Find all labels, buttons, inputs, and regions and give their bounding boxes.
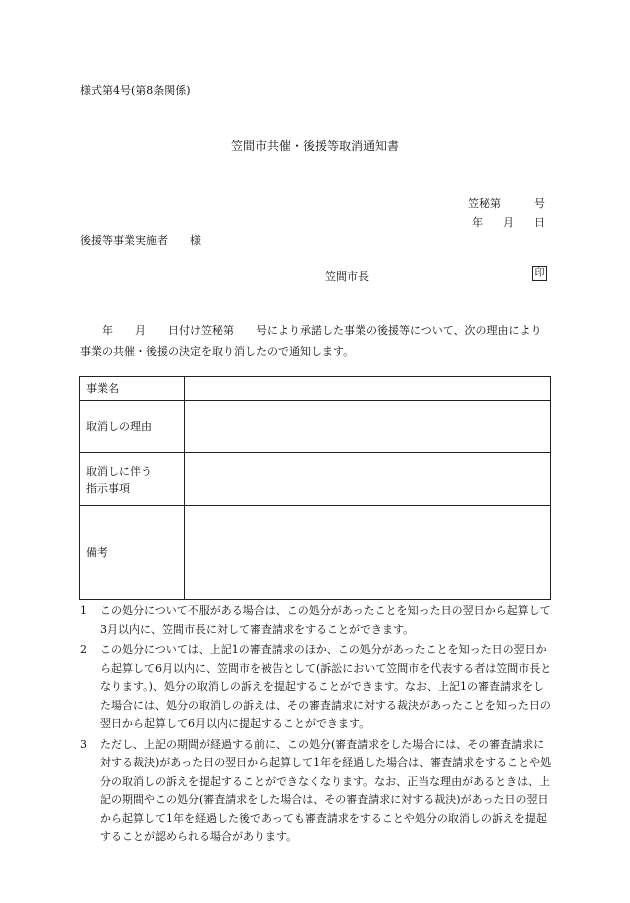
notice-table	[79, 376, 551, 600]
form-number: 様式第4号(第8条関係)	[80, 84, 191, 97]
reference-prefix: 笠秘第	[468, 197, 501, 210]
table-row	[80, 453, 551, 506]
recipient: 後援等事業実施者 様	[80, 234, 201, 247]
reference-number	[468, 195, 545, 211]
notice-body-text: 年 月 日付け笠秘第 号により承諾した事業の後援等について、次の理由により事業の共催・後援の決定を取り消したので通知します。	[80, 324, 542, 358]
row-label-event-name: 事業名	[80, 377, 185, 401]
table-row	[80, 401, 551, 453]
note-number: 3	[80, 737, 87, 751]
row-value-event-name	[185, 377, 551, 401]
document-title: 笠間市共催・後援等取消通知書	[230, 139, 399, 153]
date-month: 月	[503, 216, 514, 229]
note-text: この処分については、上記1の審査請求のほか、この処分があったことを知った日の翌日から起算して6月以内に、笠間市を被告として(訴訟において笠間市を代表する者は笠間市長となります。)、処分の取消しの訴えを提起することができます。なお、上記1の審査請求をした場合には、処分の取消しの訴えは、その審査請求に対する裁決があったことを知った日の翌日から起算して6月以内に提起することができます。	[100, 643, 552, 730]
list-item	[80, 736, 552, 847]
date-year: 年	[472, 216, 483, 229]
note-text: ただし、上記の期間が経過する前に、この処分(審査請求をした場合には、その審査請求に対する裁決)があった日の翌日から起算して1年を経過した場合は、審査請求をすることや処分の取消しの訴えを提起することができなくなります。なお、正当な理由があるときは、上記の期間やこの処分(審査請求をした場合は、その審査請求に対する裁決)があった日の翌日から起算して1年を経過した後であっても審査請求をすることや処分の取消しの訴えを提起することが認められる場合があります。	[100, 737, 552, 843]
row-value-reason	[185, 401, 551, 453]
row-value-instructions	[185, 453, 551, 506]
row-label-instructions: 取消しに伴う 指示事項	[80, 453, 185, 506]
sender: 笠間市長	[325, 270, 369, 283]
reference-suffix: 号	[534, 197, 545, 210]
row-label-remarks: 備考	[80, 506, 185, 600]
note-text: この処分について不服がある場合は、この処分があったことを知った日の翌日から起算して3月以内に、笠間市長に対して審査請求をすることができます。	[100, 604, 551, 636]
date-day: 日	[534, 216, 545, 229]
list-item	[80, 602, 552, 639]
note-number: 2	[80, 643, 87, 656]
row-value-remarks	[185, 506, 551, 600]
table-row	[80, 506, 551, 600]
issue-date	[472, 214, 545, 230]
note-number: 1	[80, 604, 87, 617]
row-label-reason: 取消しの理由	[80, 401, 185, 453]
seal-stamp: 印	[532, 266, 547, 281]
table-row	[80, 377, 551, 401]
list-item	[80, 641, 552, 734]
notes-list	[80, 602, 552, 849]
notice-body	[80, 320, 550, 362]
